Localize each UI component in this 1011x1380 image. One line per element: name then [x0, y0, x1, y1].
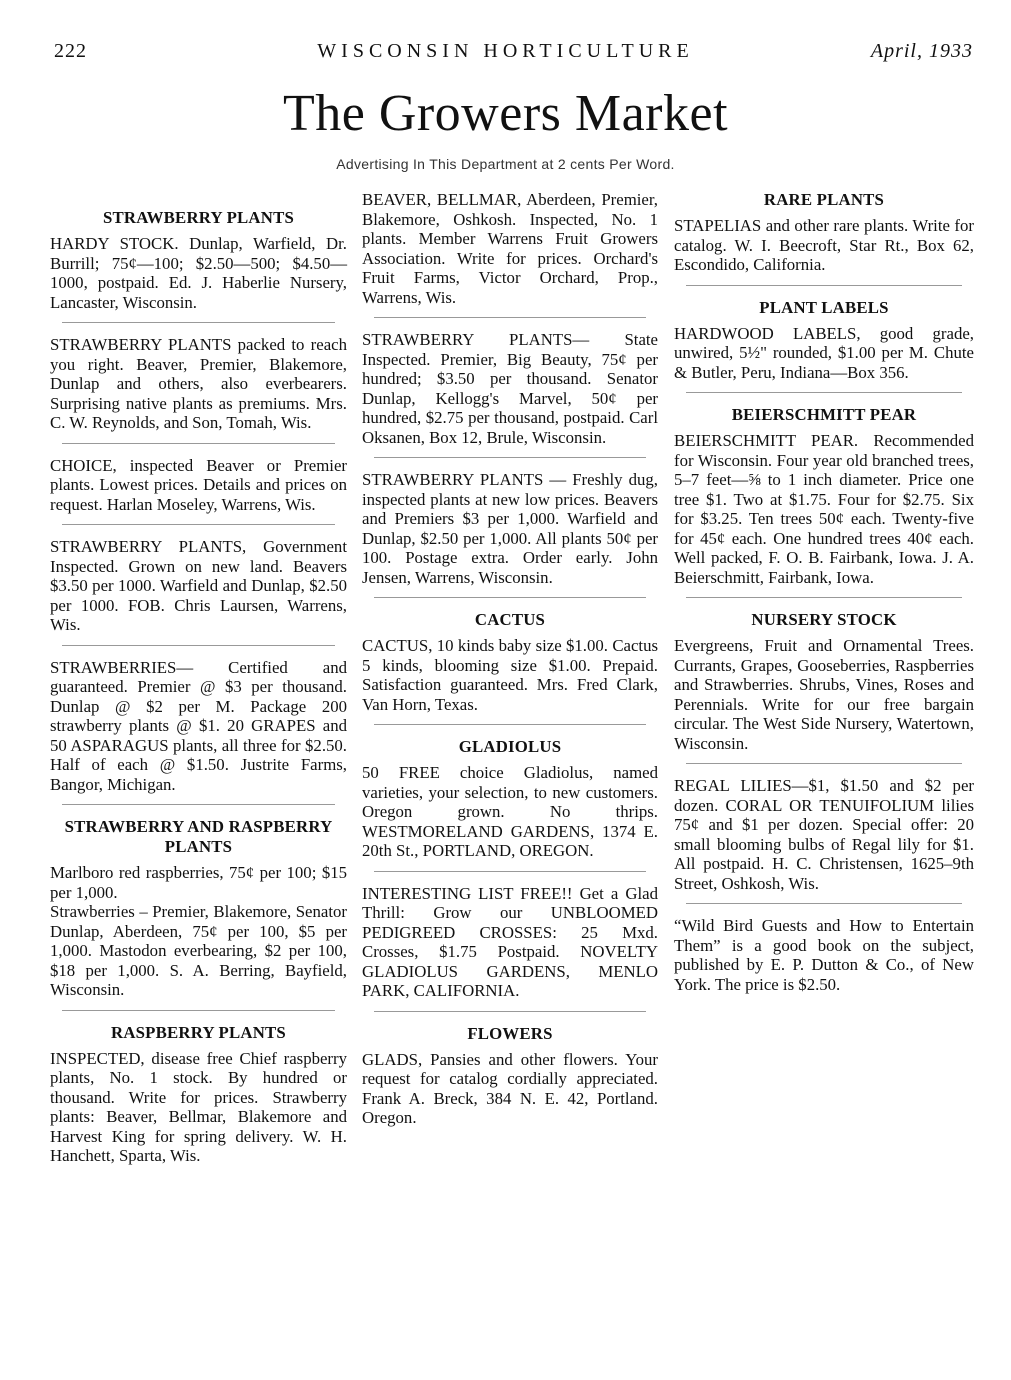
ad-body: STRAWBERRY PLANTS— State Inspected. Premier, Big Beauty, 75¢ per hundred; $3.50 per thousand. Senator Dunlap, Kellogg's Marvel, 50¢ per hundred, $2.75 per thousand, postpaid. Carl Oksanen, Box 12, Brule, Wisconsin.	[362, 330, 658, 447]
ad-raspberry-plants-hanchett	[50, 1023, 347, 1166]
divider	[62, 645, 335, 646]
ad-body: Marlboro red raspberries, 75¢ per 100; $15 per 1,000.	[50, 863, 347, 902]
ad-body: INSPECTED, disease free Chief raspberry plants, No. 1 stock. By hundred or thousand. Write for prices. Strawberry plants: Beaver, Bellmar, Blakemore and Harvest King for spring delivery. W. H. Hanchett, Sparta, Wis.	[50, 1048, 347, 1165]
ad-heading: NURSERY STOCK	[751, 610, 897, 629]
divider	[686, 903, 962, 904]
journal-name: WISCONSIN HORTICULTURE	[317, 40, 694, 62]
ad-body: REGAL LILIES—$1, $1.50 and $2 per dozen. CORAL OR TENUIFOLIUM lilies 75¢ and $1 per dozen. Special offer: 20 small blooming bulbs of Regal lily for $1. All postpaid. H. C. Christensen, 1625–9th Street, Oshkosh, Wis.	[674, 776, 974, 893]
divider	[62, 443, 335, 444]
ad-regal-lilies	[674, 776, 974, 893]
ad-body: HARDWOOD LABELS, good grade, unwired, 5½" rounded, $1.00 per M. Chute & Butler, Peru, Indiana—Box 356.	[674, 323, 974, 382]
divider	[62, 524, 335, 525]
divider	[686, 285, 962, 286]
ad-plant-labels	[674, 298, 974, 383]
ad-body: BEIERSCHMITT PEAR. Recommended for Wisconsin. Four year old branched trees, 5–7 feet—⅝ to 1 inch diameter. Price one tree $1. Two at $1.75. Four for $2.75. Six for $3.25. Ten trees 50¢ each. Twenty-five for 45¢ each. One hundred trees 40¢ each. Well packed, F. O. B. Fairbank, Iowa. J. A. Beierschmitt, Fairbank, Iowa.	[674, 431, 974, 587]
ad-heading: STRAWBERRY PLANTS	[102, 208, 295, 227]
ad-heading: CACTUS	[474, 610, 546, 629]
ad-body: Strawberries – Premier, Blakemore, Senator Dunlap, Aberdeen, 75¢ per 100, $5 per 1,000. Mastodon everbearing, $2 per 100, $18 per 1,000. S. A. Berring, Bayfield, Wisconsin.	[50, 902, 347, 999]
ad-heading: BEIERSCHMITT PEAR	[731, 405, 917, 424]
ad-strawberry-plants-reynolds	[50, 335, 347, 433]
ad-heading: RASPBERRY PLANTS	[111, 1022, 286, 1042]
ad-body: CHOICE, inspected Beaver or Premier plants. Lowest prices. Details and prices on request. Harlan Moseley, Warrens, Wis.	[50, 455, 347, 514]
ad-body: “Wild Bird Guests and How to Entertain Them” is a good book on the subject, published by E. P. Dutton & Co., of New York. The price is $2.50.	[674, 916, 974, 994]
divider	[686, 392, 962, 393]
ad-heading: GLADIOLUS	[458, 737, 562, 756]
ad-body: Evergreens, Fruit and Ornamental Trees. Currants, Grapes, Gooseberries, Raspberries and Strawberries. Shrubs, Vines, Roses and Perennials. Write for our free bargain circular. The West Side Nursery, Watertown, Wisconsin.	[674, 636, 974, 753]
ad-body: GLADS, Pansies and other flowers. Your request for catalog cordially appreciated. Frank A. Breck, 384 N. E. 42, Portland. Oregon.	[362, 1049, 658, 1127]
ad-body: STRAWBERRY PLANTS, Government Inspected. Grown on new land. Beavers $3.50 per 1000. Warfield and Dunlap, $2.50 per 1000. FOB. Chris Laursen, Warrens, Wis.	[50, 537, 347, 634]
divider	[374, 1011, 646, 1012]
ad-body: CACTUS, 10 kinds baby size $1.00. Cactus 5 kinds, blooming size $1.00. Prepaid. Satisfaction guaranteed. Mrs. Fred Clark, Van Horn, Texas.	[362, 636, 658, 714]
divider	[374, 317, 646, 318]
ad-flowers-breck	[362, 1024, 658, 1128]
page-number: 222	[54, 40, 87, 62]
ad-body: HARDY STOCK. Dunlap, Warfield, Dr. Burrill; 75¢—100; $2.50—500; $4.50—1000, postpaid. Ed. J. Haberlie Nursery, Lancaster, Wisconsin.	[50, 234, 347, 312]
ad-heading: RARE PLANTS	[763, 190, 885, 209]
ad-body: STRAWBERRIES— Certified and guaranteed. Premier @ $3 per thousand. Dunlap @ $2 per M. Package 200 strawberry plants @ $1. 20 GRAPES and 50 ASPARAGUS plants, all three for $2.50. Half of each @ $1.50. Justrite Farms, Bangor, Michigan.	[50, 657, 347, 794]
divider	[374, 457, 646, 458]
ad-heading: FLOWERS	[467, 1023, 553, 1043]
ad-heading: PLANT LABELS	[759, 297, 889, 317]
ad-heading: STRAWBERRY AND RASPBERRY PLANTS	[64, 817, 333, 856]
divider	[374, 871, 646, 872]
ad-wild-bird-guests	[674, 916, 974, 994]
ad-strawberry-plants-laursen	[50, 537, 347, 635]
page-title: The Growers Market	[282, 85, 729, 142]
ad-strawberry-raspberry-berring	[50, 817, 347, 1000]
column-left	[50, 190, 347, 1166]
ad-novelty-gladiolus	[362, 884, 658, 1001]
ad-gladiolus-westmoreland	[362, 737, 658, 861]
ad-cactus	[362, 610, 658, 714]
divider	[374, 597, 646, 598]
ad-strawberries-justrite	[50, 658, 347, 795]
ad-nursery-stock	[674, 610, 974, 753]
divider	[62, 1010, 335, 1011]
ad-body: BEAVER, BELLMAR, Aberdeen, Premier, Blakemore, Oshkosh. Inspected, No. 1 plants. Member Warrens Fruit Growers Association. Write for prices. Orchard's Fruit Farms, Victor Orchard, Prop., Warrens, Wis.	[362, 190, 658, 307]
page-subtitle: Advertising In This Department at 2 cents Per Word.	[336, 156, 675, 172]
ad-rare-plants	[674, 190, 974, 275]
ad-body: STRAWBERRY PLANTS packed to reach you right. Beaver, Premier, Blakemore, Dunlap and others, also everbearers. Surprising native plants as premiums. Mrs. C. W. Reynolds, and Son, Tomah, Wis.	[50, 335, 347, 432]
issue-date: April, 1933	[870, 40, 973, 62]
divider	[686, 763, 962, 764]
ad-body: INTERESTING LIST FREE!! Get a Glad Thrill: Grow our UNBLOOMED PEDIGREED CROSSES: 25 Mxd. Crosses, $1.75 Postpaid. NOVELTY GLADIOLUS GARDENS, MENLO PARK, CALIFORNIA.	[362, 883, 658, 1000]
divider	[62, 322, 335, 323]
ad-orchards-fruit-farms	[362, 190, 658, 307]
ad-strawberry-plants-jensen	[362, 470, 658, 587]
ad-body: STRAWBERRY PLANTS — Freshly dug, inspected plants at new low prices. Beavers and Premiers $3 per 1,000. Warfield and Dunlap, $2.50 per 1,000. All plants 50¢ per 100. Postage extra. Order early. John Jensen, Warrens, Wisconsin.	[362, 470, 658, 587]
ad-body: STAPELIAS and other rare plants. Write for catalog. W. I. Beecroft, Star Rt., Box 62, Escondido, California.	[674, 216, 974, 274]
ad-body: 50 FREE choice Gladiolus, named varieties, your selection, to new customers. Oregon grown. No thrips. WESTMORELAND GARDENS, 1374 E. 20th St., PORTLAND, OREGON.	[362, 763, 658, 860]
column-middle	[362, 190, 658, 1128]
ad-strawberry-plants-oksanen	[362, 330, 658, 447]
divider	[374, 724, 646, 725]
running-head	[0, 40, 1011, 70]
ad-beierschmitt-pear	[674, 405, 974, 587]
ad-choice-beaver-moseley	[50, 456, 347, 515]
ad-strawberry-plants-haberlie	[50, 208, 347, 312]
divider	[62, 804, 335, 805]
column-right	[674, 190, 974, 994]
divider	[686, 597, 962, 598]
